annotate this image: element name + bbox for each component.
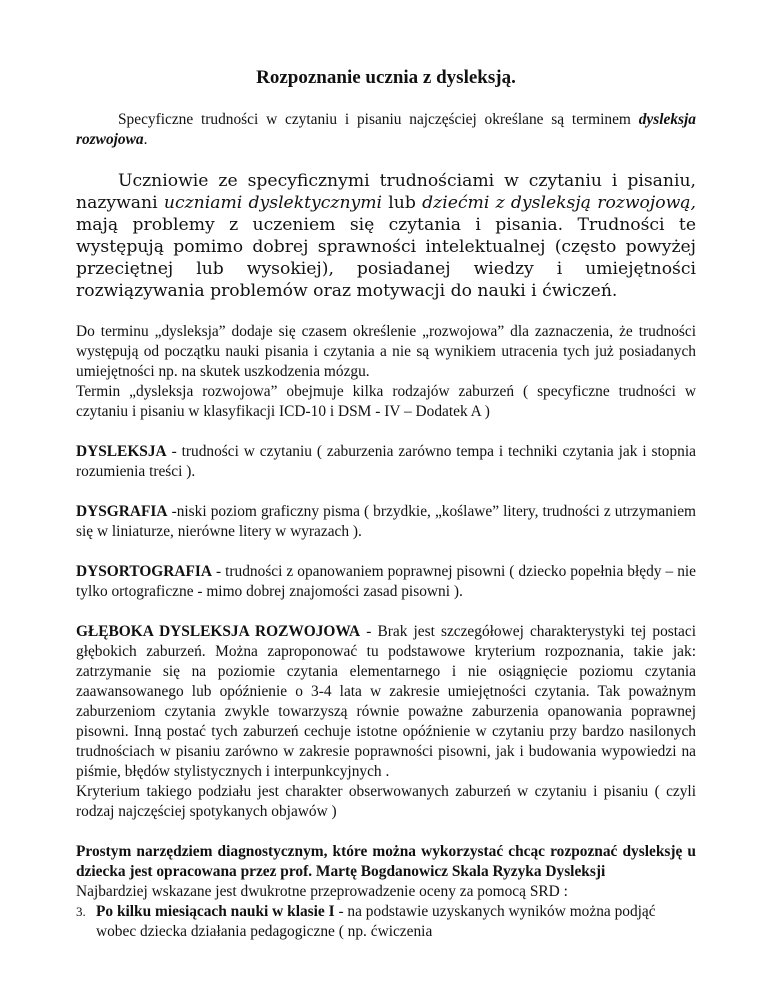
dysortografia-term: DYSORTOGRAFIA	[76, 563, 212, 580]
dysgrafia-definition	[76, 502, 696, 542]
dysgrafia-term: DYSGRAFIA	[76, 503, 168, 520]
intro-term: dysleksja rozwojowa	[76, 111, 696, 148]
gleboka-definition	[76, 622, 696, 782]
students-text-c: mają problemy z uczeniem się czytania i pisania. Trudności te występują pomimo dobrej sprawności intelektualnej (często powyżej przeciętnej lub wysokiej), posiadanej wiedzy i umiejętności rozwiązywania problemów oraz motywacji do nauki i ćwiczeń.	[76, 215, 696, 301]
dysortografia-text: - trudności z opanowaniem poprawnej pisowni ( dziecko popełnia błędy – nie tylko ortograficzne - mimo dobrej znajomości zasad pisowni ).	[76, 563, 696, 600]
list-item-number: 3.	[76, 904, 86, 919]
students-text-b: lub	[382, 193, 423, 213]
dysleksja-term: DYSLEKSJA	[76, 443, 167, 460]
list-item-bold: Po kilku miesiącach nauki w klasie I	[96, 903, 335, 920]
term-paragraph: Do terminu „dysleksja” dodaje się czasem określenie „rozwojowa” dla zaznaczenia, że trudności występują od początku nauki pisania i czytania a nie są wynikiem utracenia tych już posiadanych umiejętności np. na skutek uszkodzenia mózgu.	[76, 323, 696, 380]
dysortografia-definition	[76, 562, 696, 602]
dysleksja-definition	[76, 442, 696, 482]
intro-end: .	[143, 131, 148, 148]
intro-text: Specyficzne trudności w czytaniu i pisaniu najczęściej określane są terminem	[118, 111, 639, 128]
students-italic-1: uczniami dyslektycznymi	[163, 193, 383, 213]
kryterium-paragraph: Kryterium takiego podziału jest charakter obserwowanych zaburzeń w czytaniu i pisaniu ( czyli rodzaj najczęściej spotykanych objawów )	[76, 783, 696, 820]
students-text-a: Uczniowie ze specyficznymi trudnościami w czytaniu i pisaniu, nazywani	[76, 171, 696, 213]
gleboka-text: - Brak jest szczegółowej charakterystyki tej postaci głębokich zaburzeń. Można zaproponować tu podstawowe kryterium rozpoznania, takie jak: zatrzymanie się na poziomie czytania elementarnego i nie osiągnięcie poziomu czytania zaawansowanego lub opóźnienie o 3-4 lata w zakresie umiejętności czytania. Tak poważnym zaburzeniom czytania zwykle towarzyszą równie poważne zaburzenia opanowania poprawnej pisowni. Inną postać tych zaburzeń cechuje istotne opóźnienie w czytaniu przy bardzo nasilonych trudnościach w pisaniu zarówno w zakresie poprawności pisowni, jak i budowania wypowiedzi na piśmie, błędów stylistycznych i interpunkcyjnych .	[76, 623, 696, 780]
srd-list	[76, 902, 696, 942]
dysleksja-text: - trudności w czytaniu ( zaburzenia zarówno tempa i techniki czytania jak i stopnia rozumienia treści ).	[76, 443, 696, 480]
gleboka-term: GŁĘBOKA DYSLEKSJA ROZWOJOWA	[76, 623, 361, 640]
students-paragraph	[76, 170, 696, 302]
document-title: Rozpoznanie ucznia z dysleksją.	[256, 67, 516, 88]
intro-paragraph	[76, 110, 696, 150]
term-types-paragraph: Termin „dysleksja rozwojowa” obejmuje kilka rodzajów zaburzeń ( specyficzne trudności w czytaniu i pisaniu w klasyfikacji ICD-10 i DSM - IV – Dodatek A )	[76, 383, 696, 420]
list-item-text: - na podstawie uzyskanych wyników można podjąć wobec dziecka działania pedagogiczne ( np. ćwiczenia	[96, 903, 656, 940]
students-italic-2: dziećmi z dysleksją rozwojową,	[422, 193, 697, 213]
srd-intro: Najbardziej wskazane jest dwukrotne przeprowadzenie oceny za pomocą SRD :	[76, 883, 568, 900]
list-item	[76, 902, 696, 942]
dysgrafia-text: -niski poziom graficzny pisma ( brzydkie, „koślawe” litery, trudności z utrzymaniem się w liniaturze, nierówne litery w wyrazach ).	[76, 503, 696, 540]
diagnostic-tool-paragraph	[76, 842, 696, 882]
diagnostic-tool-text: Prostym narzędziem diagnostycznym, które można wykorzystać chcąc rozpoznać dysleksję u dziecka jest opracowana przez prof. Martę Bogdanowicz Skala Ryzyka Dysleksji	[76, 843, 696, 880]
